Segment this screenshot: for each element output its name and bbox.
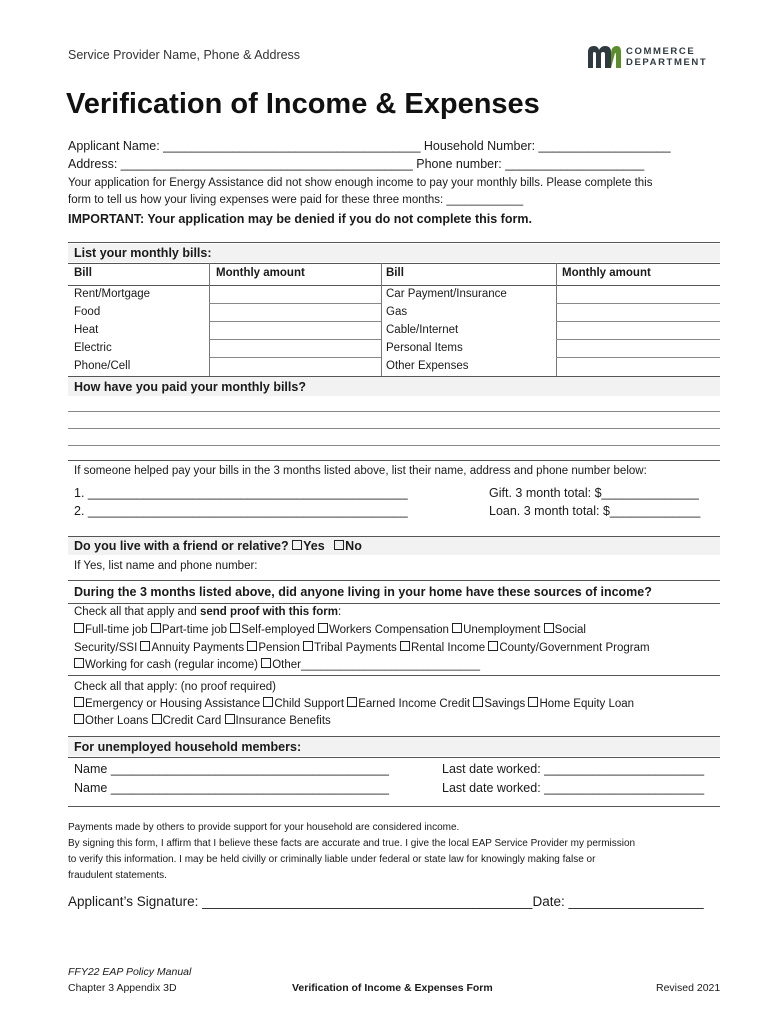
logo-text-commerce: COMMERCE [626,46,696,57]
checkbox[interactable] [347,697,357,707]
checkbox[interactable] [151,623,161,633]
loan-total: Loan. 3 month total: $_____________ [489,504,701,518]
amount-field-line [209,303,381,304]
answer-line [68,428,720,429]
table-row-line [68,285,720,286]
bill-personal: Personal Items [386,342,463,354]
amount-field-line [556,321,720,322]
check-instruction-prefix: Check all that apply and [74,606,200,618]
yes-label: Yes [303,539,325,553]
footer-form-title: Verification of Income & Expenses Form [292,982,493,994]
checkbox[interactable] [74,697,84,707]
check-instruction-suffix: : [337,606,342,618]
option-annuity: Annuity Payments [151,642,245,654]
checkbox[interactable] [247,641,257,651]
checkbox[interactable] [473,697,483,707]
checkbox[interactable] [74,658,84,668]
option-home-equity: Home Equity Loan [539,698,635,710]
bill-gas: Gas [386,306,408,318]
if-yes-text: If Yes, list name and phone number: [74,560,258,572]
income-row-3 [74,658,480,671]
divider [68,675,720,676]
checkbox[interactable] [225,714,235,724]
checkbox[interactable] [74,714,84,724]
option-tribal: Tribal Payments [314,642,397,654]
option-social: Social [554,624,586,636]
bill-food: Food [74,306,101,318]
intro-text-1: Your application for Energy Assistance did not show enough income to pay your monthly bills. Please complete this [68,177,653,189]
checkbox[interactable] [74,623,84,633]
applicant-name-line: Applicant Name: _____________________________________ Household Number: ___________________ [68,139,671,153]
amount-field-line [556,339,720,340]
footer-revised: Revised 2021 [656,982,721,994]
col-amount-left: Monthly amount [216,267,305,279]
option-unemployment: Unemployment [463,624,541,636]
yes-checkbox[interactable] [292,540,302,550]
checkbox[interactable] [544,623,554,633]
option-self-employed: Self-employed [241,624,315,636]
checkbox[interactable] [303,641,313,651]
answer-line [68,445,720,446]
checkbox[interactable] [400,641,410,651]
bill-phone: Phone/Cell [74,360,131,372]
footer-manual: FFY22 EAP Policy Manual [68,966,192,978]
paid-heading: How have you paid your monthly bills? [74,380,306,394]
divider [68,460,720,461]
answer-line [68,411,720,412]
last-date-1: Last date worked: _______________________ [442,762,705,776]
col-amount-right: Monthly amount [562,267,651,279]
col-bill-right: Bill [386,267,404,279]
mn-logo-icon [586,44,622,68]
amount-field-line [209,357,381,358]
income-row-1 [74,623,586,636]
logo-text-department: DEPARTMENT [626,57,708,68]
service-provider-label: Service Provider Name, Phone & Address [68,48,301,62]
checkbox[interactable] [230,623,240,633]
option-rental: Rental Income [410,642,486,654]
divider [68,757,720,758]
gift-total: Gift. 3 month total: $______________ [489,486,699,500]
no-label: No [345,539,362,553]
option-emergency: Emergency or Housing Assistance [85,698,261,710]
income-heading: During the 3 months listed above, did anyone living in your home have these sources of income? [74,585,652,599]
checkbox[interactable] [318,623,328,633]
footer-chapter: Chapter 3 Appendix 3D [68,982,177,994]
legal-text-1: Payments made by others to provide support for your household are considered income. [68,822,460,833]
divider [68,603,720,604]
page-title: Verification of Income & Expenses [66,88,540,120]
table-col-line [209,263,210,376]
option-insurance: Insurance Benefits [235,715,331,727]
commerce-logo [586,44,622,73]
amount-field-line [209,339,381,340]
table-col-line [381,263,382,376]
address-line: Address: __________________________________________ Phone number: ____________________ [68,157,645,171]
income-row-2 [74,641,650,654]
divider [68,242,720,243]
option-other-loans: Other Loans [85,715,149,727]
helper-line-1: 1. ______________________________________________ [74,486,408,500]
option-part-time: Part-time job [161,624,228,636]
bill-other: Other Expenses [386,360,469,372]
option-full-time: Full-time job [85,624,148,636]
option-county: County/Government Program [499,642,650,654]
helper-line-2: 2. ______________________________________________ [74,504,408,518]
bill-rent: Rent/Mortgage [74,288,151,300]
no-checkbox[interactable] [334,540,344,550]
bill-heat: Heat [74,324,99,336]
bill-cable: Cable/Internet [386,324,459,336]
option-other: Other____________________________ [272,659,481,671]
send-proof-text: send proof with this form [199,606,338,618]
important-notice: IMPORTANT: Your application may be denied if you do not complete this form. [68,212,532,226]
live-question-text: Do you live with a friend or relative? [74,539,289,553]
divider [68,580,720,581]
checkbox[interactable] [261,658,271,668]
divider [68,806,720,807]
intro-text-2: form to tell us how your living expenses were paid for these three months: ____________ [68,194,524,206]
income-row-4 [74,697,634,710]
legal-text-3: to verify this information. I may be held civilly or criminally liable under federal or state law for knowingly making false or [68,854,596,865]
no-proof-instruction: Check all that apply: (no proof required) [74,681,276,693]
bill-electric: Electric [74,342,112,354]
bills-heading: List your monthly bills: [74,246,212,260]
col-bill-left: Bill [74,267,92,279]
helped-text: If someone helped pay your bills in the 3 months listed above, list their name, address and phone number below: [74,465,647,477]
last-date-2: Last date worked: _______________________ [442,781,705,795]
option-eic: Earned Income Credit [358,698,471,710]
option-social-security: Security/SSI [74,642,141,654]
option-cash: Working for cash (regular income) [85,659,258,671]
option-savings: Savings [484,698,526,710]
check-instruction [74,606,341,618]
unemployed-name-1: Name ________________________________________ [74,762,389,776]
bill-car: Car Payment/Insurance [386,288,507,300]
checkbox[interactable] [528,697,538,707]
legal-text-2: By signing this form, I affirm that I believe these facts are accurate and true. I give the local EAP Service Provider my permission [68,838,636,849]
option-child-support: Child Support [274,698,345,710]
option-credit-card: Credit Card [162,715,222,727]
unemployed-name-2: Name ________________________________________ [74,781,389,795]
option-workers-comp: Workers Compensation [328,624,449,636]
income-row-5 [74,714,331,727]
checkbox[interactable] [152,714,162,724]
checkbox[interactable] [452,623,462,633]
option-pension: Pension [258,642,300,654]
table-col-line [556,263,557,376]
checkbox[interactable] [263,697,273,707]
live-question [74,539,362,553]
divider [68,263,720,264]
unemployed-heading: For unemployed household members: [74,740,302,754]
amount-field-line [209,321,381,322]
checkbox[interactable] [488,641,498,651]
amount-field-line [556,357,720,358]
amount-field-line [556,303,720,304]
checkbox[interactable] [140,641,150,651]
legal-text-4: fraudulent statements. [68,870,167,881]
signature-line: Applicant’s Signature: ____________________________________________Date: __________________ [68,894,704,909]
